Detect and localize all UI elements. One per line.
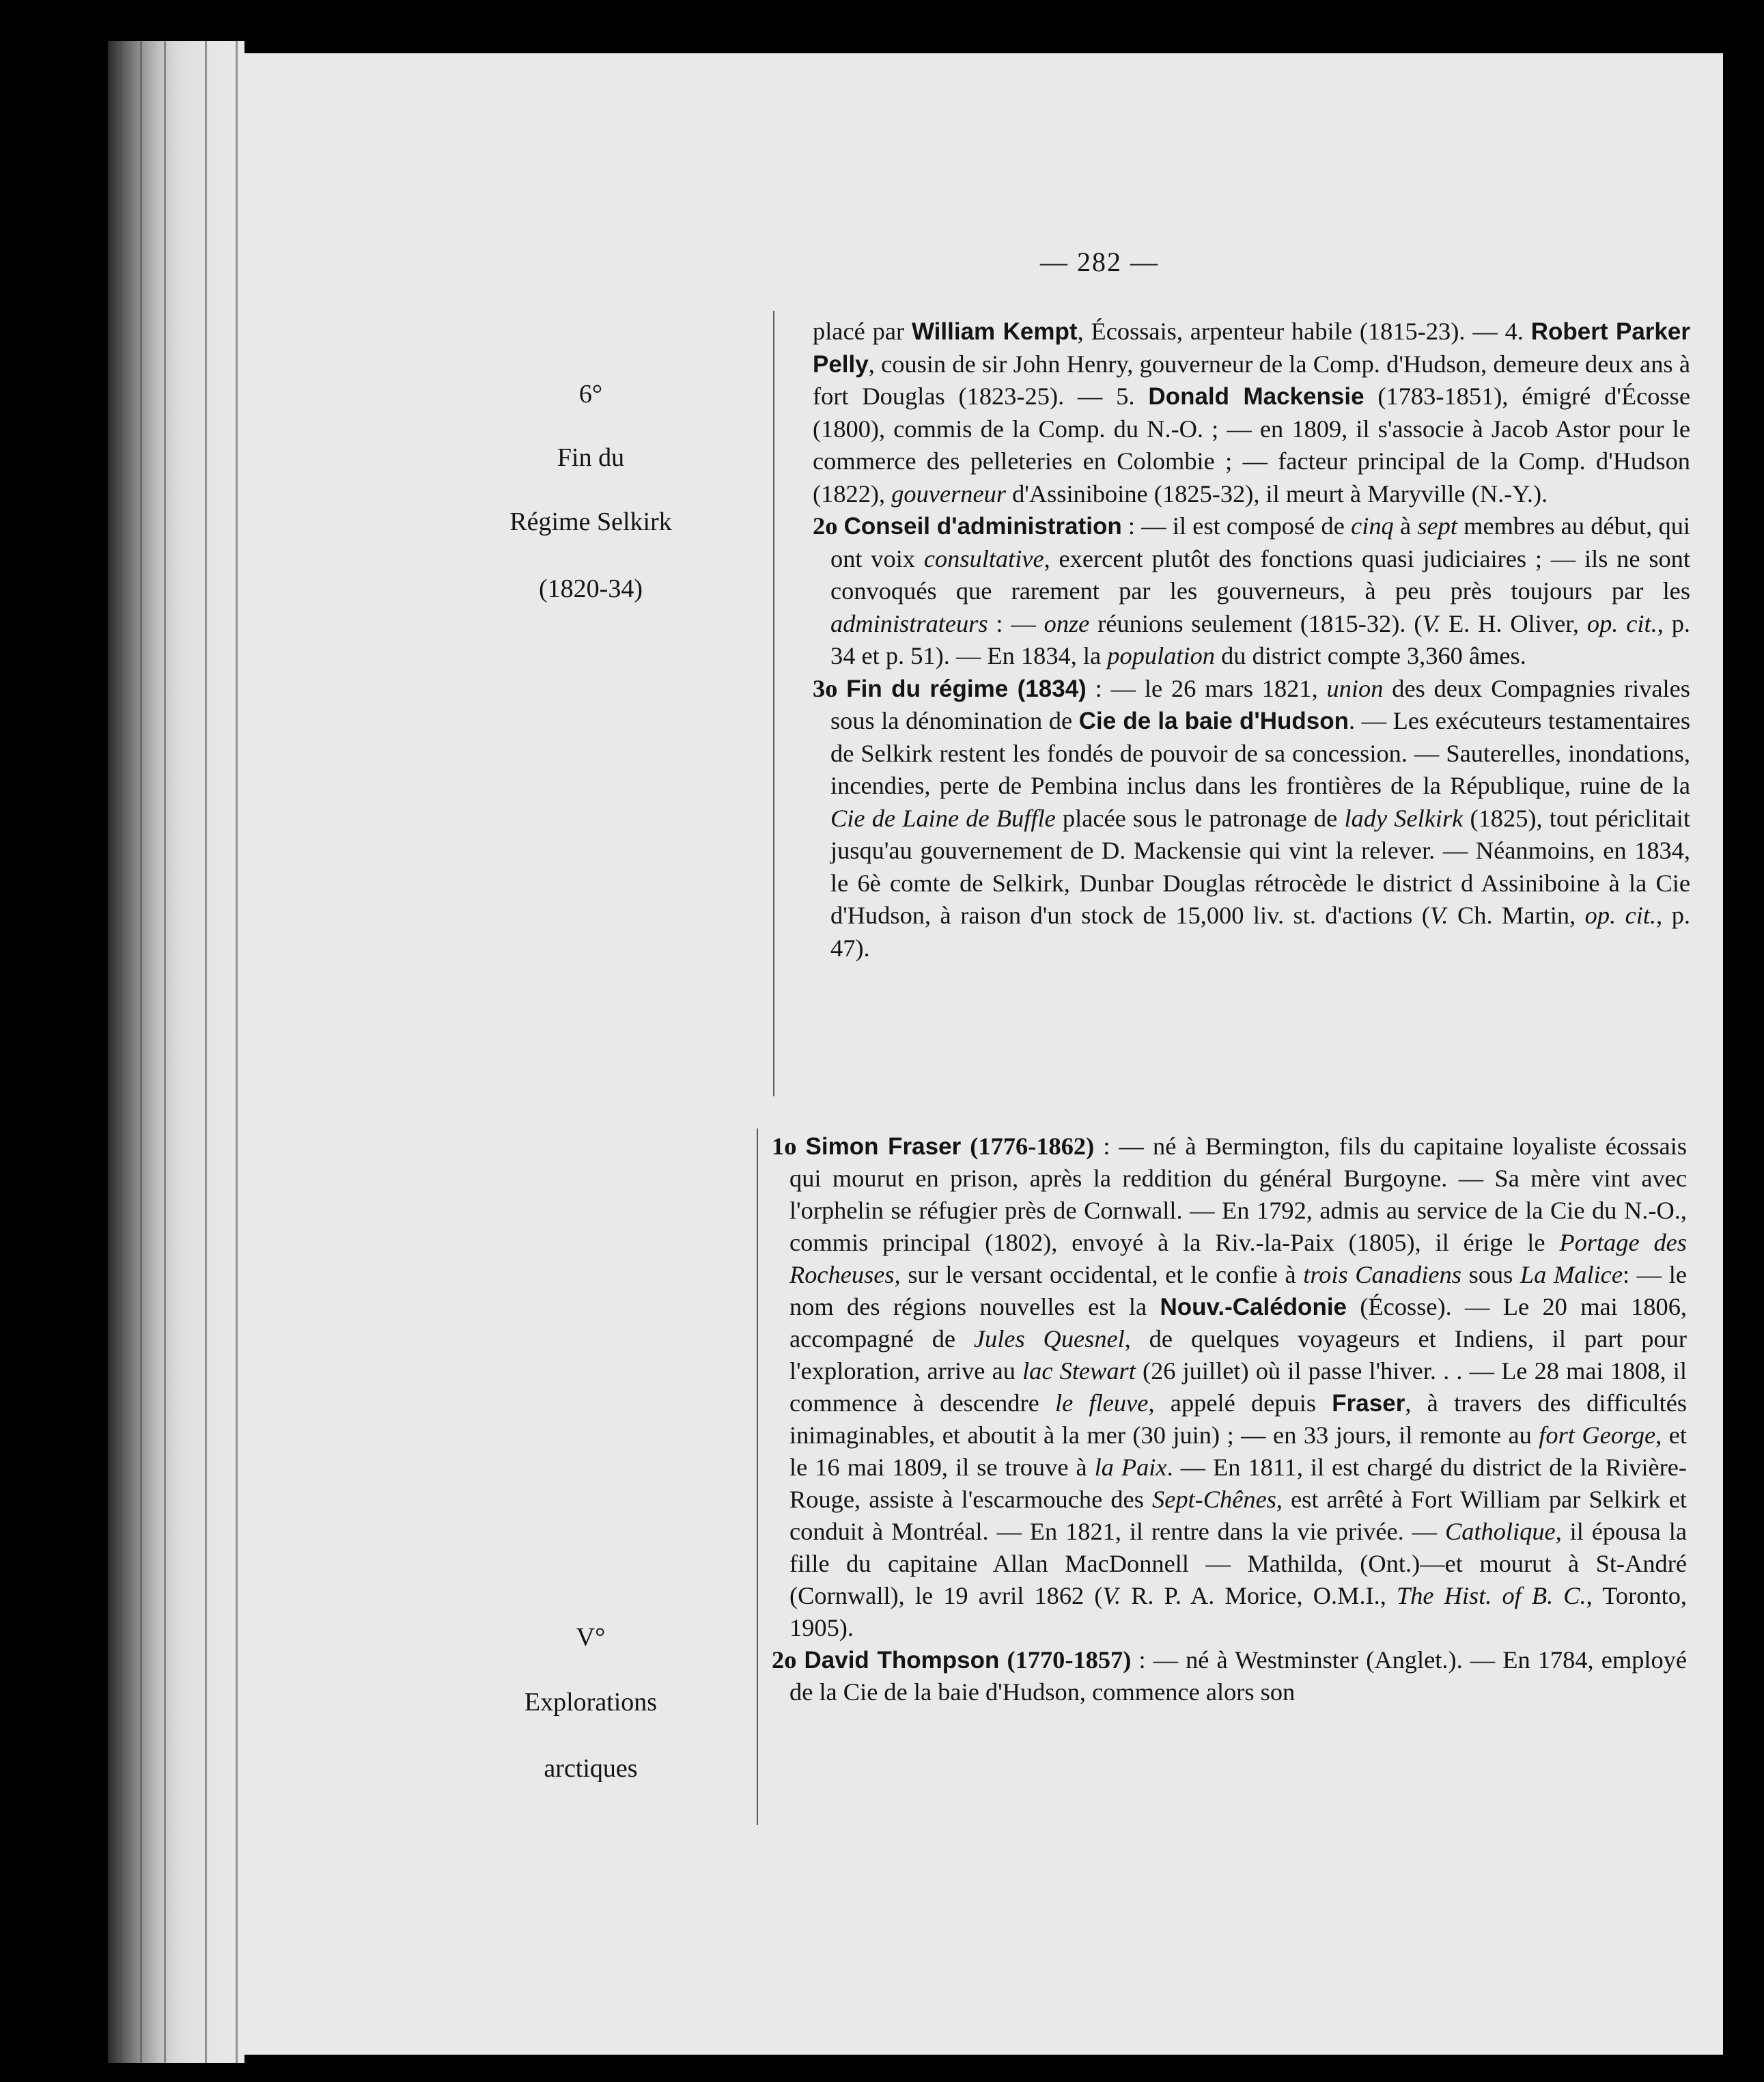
- margin-section-number: 6°: [578, 380, 603, 408]
- margin-section-number: V°: [576, 1623, 606, 1652]
- binding-line: [236, 41, 238, 2063]
- page-number: — 282 —: [1040, 247, 1159, 277]
- margin-rule: [757, 1128, 758, 1825]
- heading-fin-regime: Fin du régime (1834): [846, 675, 1087, 702]
- margin-dates: (1820-34): [539, 574, 643, 603]
- heading-simon-fraser: Simon Fraser: [805, 1133, 962, 1160]
- margin-heading-line2: arctiques: [544, 1754, 638, 1783]
- paragraph-fin-regime: 3o Fin du régime (1834) : — le 26 mars 1821, union des deux Compagnies rivales sous la dénomination de Cie de la baie d'Hudson. — Les exécuteurs testamentaires de Selkirk restent les fondés de pouvoir de sa concession. — Sauterelles, inondations, incendies, perte de Pembina inclus dans les frontières de la République, ruine de la Cie de Laine de Buffle placée sous le patronage de lady Selkirk (1825), tout périclitait jusqu'au gouvernement de D. Mackensie qui vint la relever. — Néanmoins, en 1834, le 6è comte de Selkirk, Dunbar Douglas rétrocède le district d Assiniboine à la Cie d'Hudson, à raison d'un stock de 15,000 liv. st. d'actions (V. Ch. Martin, op. cit., p. 47).: [813, 674, 1691, 962]
- text-block-regime-selkirk: [813, 316, 1690, 964]
- margin-heading-line1: Explorations: [524, 1688, 658, 1717]
- binding-line: [164, 41, 166, 2063]
- binding-line: [120, 41, 122, 2063]
- paragraph-governors: placé par William Kempt, Écossais, arpenteur habile (1815-23). — 4. Robert Parker Pelly, cousin de sir John Henry, gouverneur de la Comp. d'Hudson, demeure deux ans à fort Douglas (1823-25). — 5. Donald Mackensie (1783-1851), émigré d'Écosse (1800), commis de la Comp. du N.-O. ; — en 1809, il s'associe à Jacob Astor pour le commerce des pelleteries en Colombie ; — facteur principal de la Comp. d'Hudson (1822), gouverneur d'Assiniboine (1825-32), il meurt à Maryville (N.-Y.).: [813, 318, 1690, 508]
- margin-heading-line1: Fin du: [557, 443, 625, 472]
- name-robert-parker-pelly: Robert Parker Pelly: [813, 318, 1690, 378]
- binding-line: [205, 41, 207, 2063]
- paragraph-conseil: 2o Conseil d'administration : — il est composé de cinq à sept membres au début, qui ont voix consultative, exercent plutôt des fonctions quasi judiciaires ; — ils ne sont convoqués que rarement par les gouverneurs, à peu près toujours par les administrateurs : — onze réunions seulement (1815-32). (V. E. H. Oliver, op. cit., p. 34 et p. 51). — En 1834, la population du district compte 3,360 âmes.: [813, 512, 1690, 669]
- paragraph-simon-fraser: 1o Simon Fraser (1776-1862) : — né à Bermington, fils du capitaine loyaliste écossais qui mourut en prison, après la reddition du général Burgoyne. — Sa mère vint avec l'orphelin se réfugier près de Cornwall. — En 1792, admis au service de la Cie du N.-O., commis principal (1802), envoyé à la Riv.-la-Paix (1805), il érige le Portage des Rocheuses, sur le versant occidental, et le confie à trois Canadiens sous La Malice: — le nom des régions nouvelles est la Nouv.-Calédonie (Écosse). — Le 20 mai 1806, accompagné de Jules Quesnel, de quelques voyageurs et Indiens, il part pour l'exploration, arrive au lac Stewart (26 juillet) où il passe l'hiver. . . — Le 28 mai 1808, il commence à descendre le fleuve, appelé depuis Fraser, à travers des difficultés inimaginables, et aboutit à la mer (30 juin) ; — en 33 jours, il remonte au fort George, et le 16 mai 1809, il se trouve à la Paix. — En 1811, il est chargé du district de la Rivière-Rouge, assiste à l'escarmouche des Sept-Chênes, est arrêté à Fort William par Selkirk et conduit à Montréal. — En 1821, il rentre dans la vie privée. — Catholique, il épousa la fille du capitaine Allan MacDonnell — Mathilda, (Ont.)—et mourut à St-André (Cornwall), le 19 avril 1862 (V. R. P. A. Morice, O.M.I., The Hist. of B. C., Toronto, 1905).: [772, 1133, 1688, 1641]
- name-william-kempt: William Kempt: [911, 318, 1078, 345]
- text-block-explorations: [772, 1130, 1687, 1708]
- paragraph-david-thompson: 2o David Thompson (1770-1857) : — né à Westminster (Anglet.). — En 1784, employé de la Cie de la baie d'Hudson, commence alors son: [772, 1646, 1687, 1706]
- book-binding-edge: [108, 41, 244, 2063]
- binding-line: [140, 41, 142, 2063]
- name-donald-mackensie: Donald Mackensie: [1148, 383, 1364, 410]
- margin-rule: [773, 311, 774, 1096]
- margin-heading-line2: Régime Selkirk: [509, 508, 672, 536]
- heading-conseil: Conseil d'administration: [843, 513, 1122, 540]
- heading-david-thompson: David Thompson: [804, 1647, 1000, 1674]
